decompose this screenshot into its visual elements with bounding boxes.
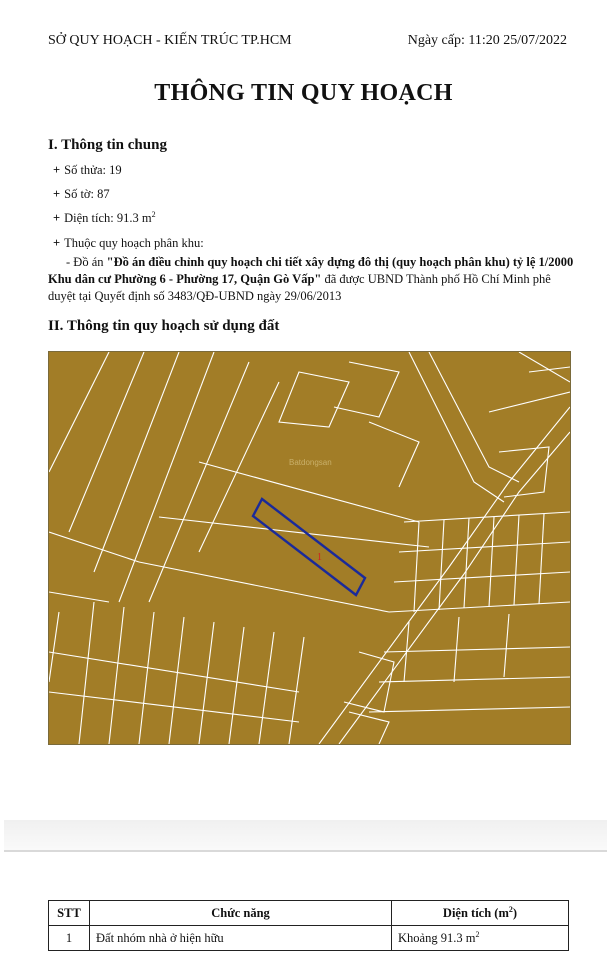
- landuse-table: [48, 900, 569, 951]
- cell-function: Đất nhóm nhà ở hiện hữu: [90, 926, 392, 951]
- project-name: "Đồ án điều chỉnh quy hoạch chi tiết xây dựng đô thị (quy hoạch phân khu) tỷ lệ 1/2000 Khu dân cư Phường 6 - Phường 17, Quận Gò Vấp": [48, 255, 574, 286]
- section-landuse-heading: II. Thông tin quy hoạch sử dụng đất: [48, 318, 280, 334]
- plus-bullet-icon: +: [53, 211, 61, 226]
- cell-area: [392, 926, 569, 951]
- info-area: [53, 210, 156, 226]
- project-description: [48, 254, 578, 305]
- project-approval: đã được UBND Thành phố Hồ Chí Minh phê duyệt tại Quyết định số 3483/QĐ-UBND ngày 29/06/2013: [48, 272, 551, 303]
- info-label: Số thửa:: [64, 163, 106, 177]
- plus-bullet-icon: +: [53, 163, 61, 177]
- project-prefix: - Đồ án: [66, 255, 107, 269]
- watermark-text: Batdongsan: [289, 458, 332, 467]
- info-value: 91.3: [116, 211, 139, 226]
- page-break-line: [4, 850, 607, 852]
- info-unit: m: [141, 211, 152, 226]
- info-label: Số tờ:: [64, 187, 95, 201]
- table-header-row: [49, 901, 569, 926]
- area-header-close: ): [512, 906, 518, 921]
- info-label: Thuộc quy hoạch phân khu:: [64, 236, 204, 250]
- unit-superscript: 2: [151, 210, 156, 219]
- area-header-sup: 2: [508, 904, 513, 914]
- agency-name: SỞ QUY HOẠCH - KIẾN TRÚC TP.HCM: [48, 33, 292, 48]
- col-header-area: [392, 901, 569, 926]
- parcel-number-label: 1: [317, 552, 322, 563]
- col-header-function: Chức năng: [90, 901, 392, 926]
- plus-bullet-icon: +: [53, 187, 61, 201]
- info-label: Diện tích:: [64, 211, 114, 226]
- cell-stt: 1: [49, 926, 90, 951]
- cell-area-sup: 2: [475, 929, 480, 939]
- cell-area-text: Khoảng 91.3 m: [398, 931, 476, 946]
- info-value: 87: [97, 187, 110, 201]
- info-value: 19: [109, 163, 122, 177]
- col-header-stt: STT: [49, 901, 90, 926]
- page-title: THÔNG TIN QUY HOẠCH: [154, 80, 453, 106]
- plus-bullet-icon: +: [53, 236, 61, 250]
- planning-map[interactable]: [48, 351, 571, 745]
- map-canvas: [49, 352, 570, 744]
- page-break-shadow: [4, 820, 607, 850]
- info-zoning: [53, 236, 204, 251]
- issue-date: Ngày cấp: 11:20 25/07/2022: [407, 33, 567, 48]
- table-row: [49, 926, 569, 951]
- info-sheet-number: [53, 187, 110, 202]
- info-parcel-number: [53, 163, 122, 178]
- area-header-text: Diện tích (m: [442, 906, 509, 921]
- section-general-heading: I. Thông tin chung: [48, 137, 167, 153]
